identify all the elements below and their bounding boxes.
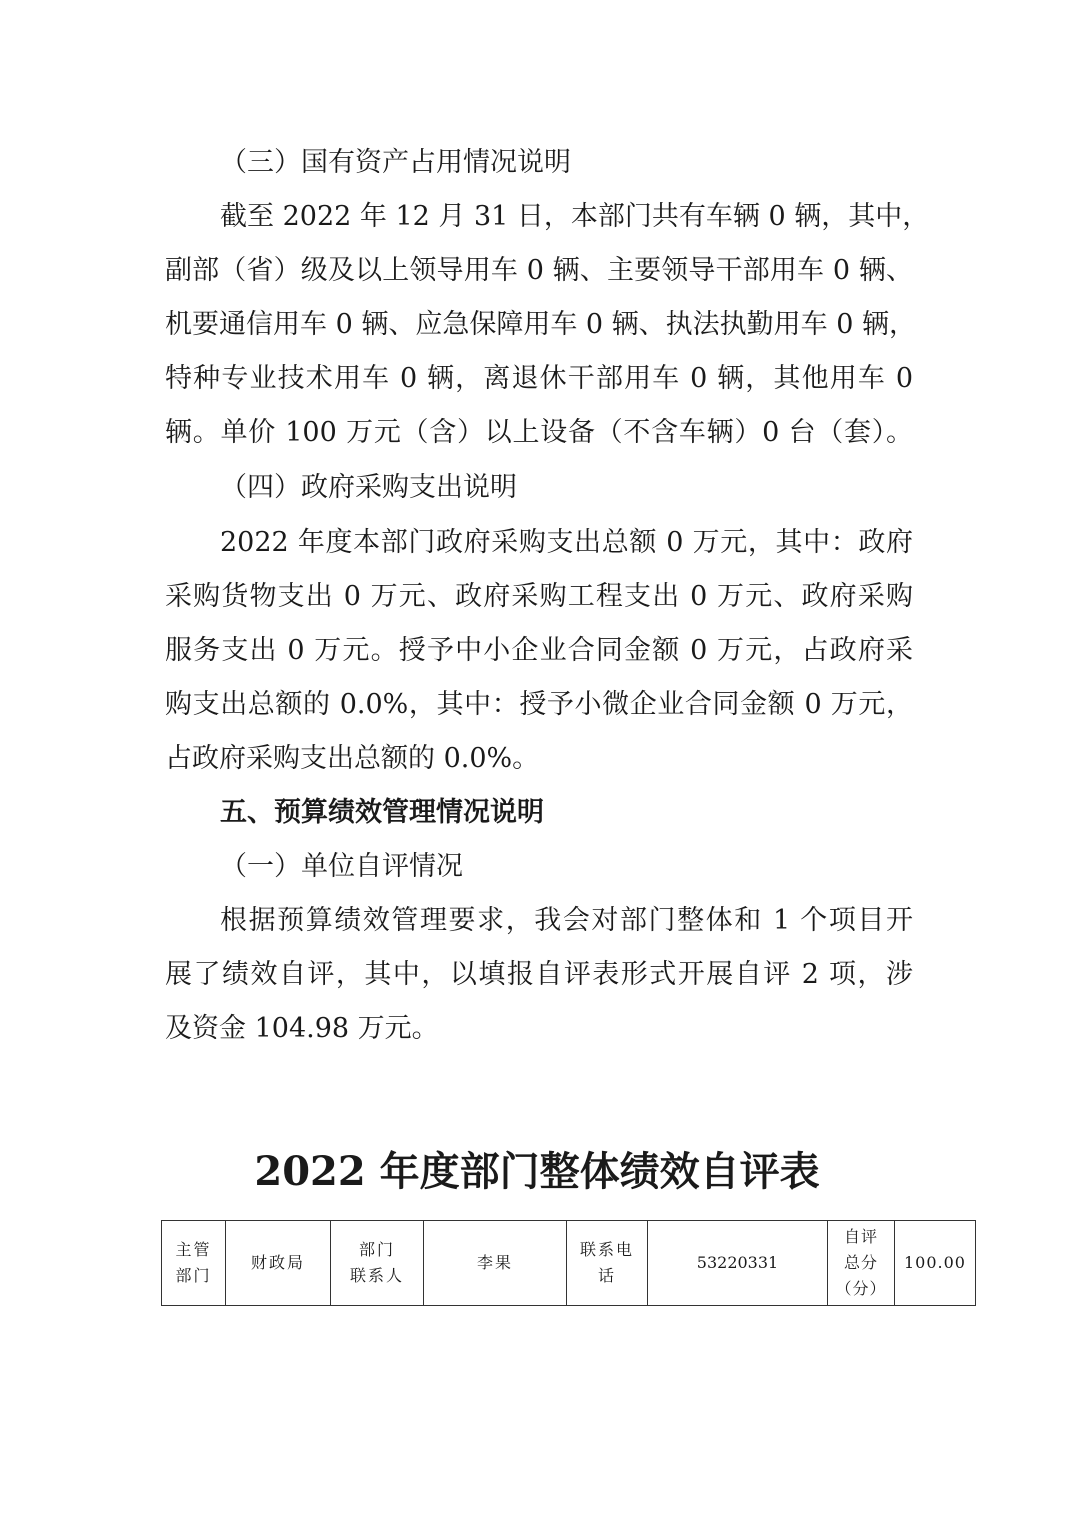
section-performance-subheading: （一）单位自评情况: [220, 851, 463, 882]
table-row: [162, 1221, 976, 1306]
paragraph-line: 特种专业技术用车 0 辆，离退休干部用车 0 辆，其他用车 0: [165, 363, 913, 394]
dept-label-cell: 主管 部门: [162, 1221, 226, 1306]
paragraph-line: 辆。单价 100 万元（含）以上设备（不含车辆）0 台（套）。: [165, 417, 913, 448]
phone-value-cell: 53220331: [648, 1221, 828, 1306]
paragraph-line: 及资金 104.98 万元。: [165, 1013, 439, 1044]
contact-label-cell: 部门 联系人: [331, 1221, 424, 1306]
score-value-cell: 100.00: [895, 1221, 976, 1306]
paragraph-line: 机要通信用车 0 辆、应急保障用车 0 辆、执法执勤用车 0 辆，: [165, 309, 917, 340]
phone-label-cell: 联系电 话: [567, 1221, 648, 1306]
evaluation-table: [161, 1220, 976, 1306]
score-label-cell: 自评 总分 （分）: [828, 1221, 895, 1306]
paragraph-line: 副部（省）级及以上领导用车 0 辆、主要领导干部用车 0 辆、: [165, 255, 913, 286]
section-assets-heading: （三）国有资产占用情况说明: [220, 147, 571, 178]
section-procurement-heading: （四）政府采购支出说明: [220, 472, 517, 503]
dept-value-cell: 财政局: [226, 1221, 331, 1306]
paragraph-line: 展了绩效自评，其中，以填报自评表形式开展自评 2 项，涉: [165, 959, 913, 990]
paragraph-line: 服务支出 0 万元。授予中小企业合同金额 0 万元，占政府采: [165, 635, 913, 666]
contact-value-cell: 李果: [424, 1221, 567, 1306]
paragraph-line: 2022 年度本部门政府采购支出总额 0 万元，其中：政府: [220, 527, 913, 558]
paragraph-line: 截至 2022 年 12 月 31 日，本部门共有车辆 0 辆，其中，: [220, 201, 930, 232]
paragraph-line: 根据预算绩效管理要求，我会对部门整体和 1 个项目开: [220, 905, 913, 936]
section-performance-heading: 五、预算绩效管理情况说明: [220, 797, 544, 828]
table-title: 2022 年度部门整体绩效自评表: [254, 1148, 820, 1195]
paragraph-line: 购支出总额的 0.0%，其中：授予小微企业合同金额 0 万元，: [165, 689, 913, 720]
paragraph-line: 占政府采购支出总额的 0.0%。: [165, 743, 540, 774]
paragraph-line: 采购货物支出 0 万元、政府采购工程支出 0 万元、政府采购: [165, 581, 913, 612]
